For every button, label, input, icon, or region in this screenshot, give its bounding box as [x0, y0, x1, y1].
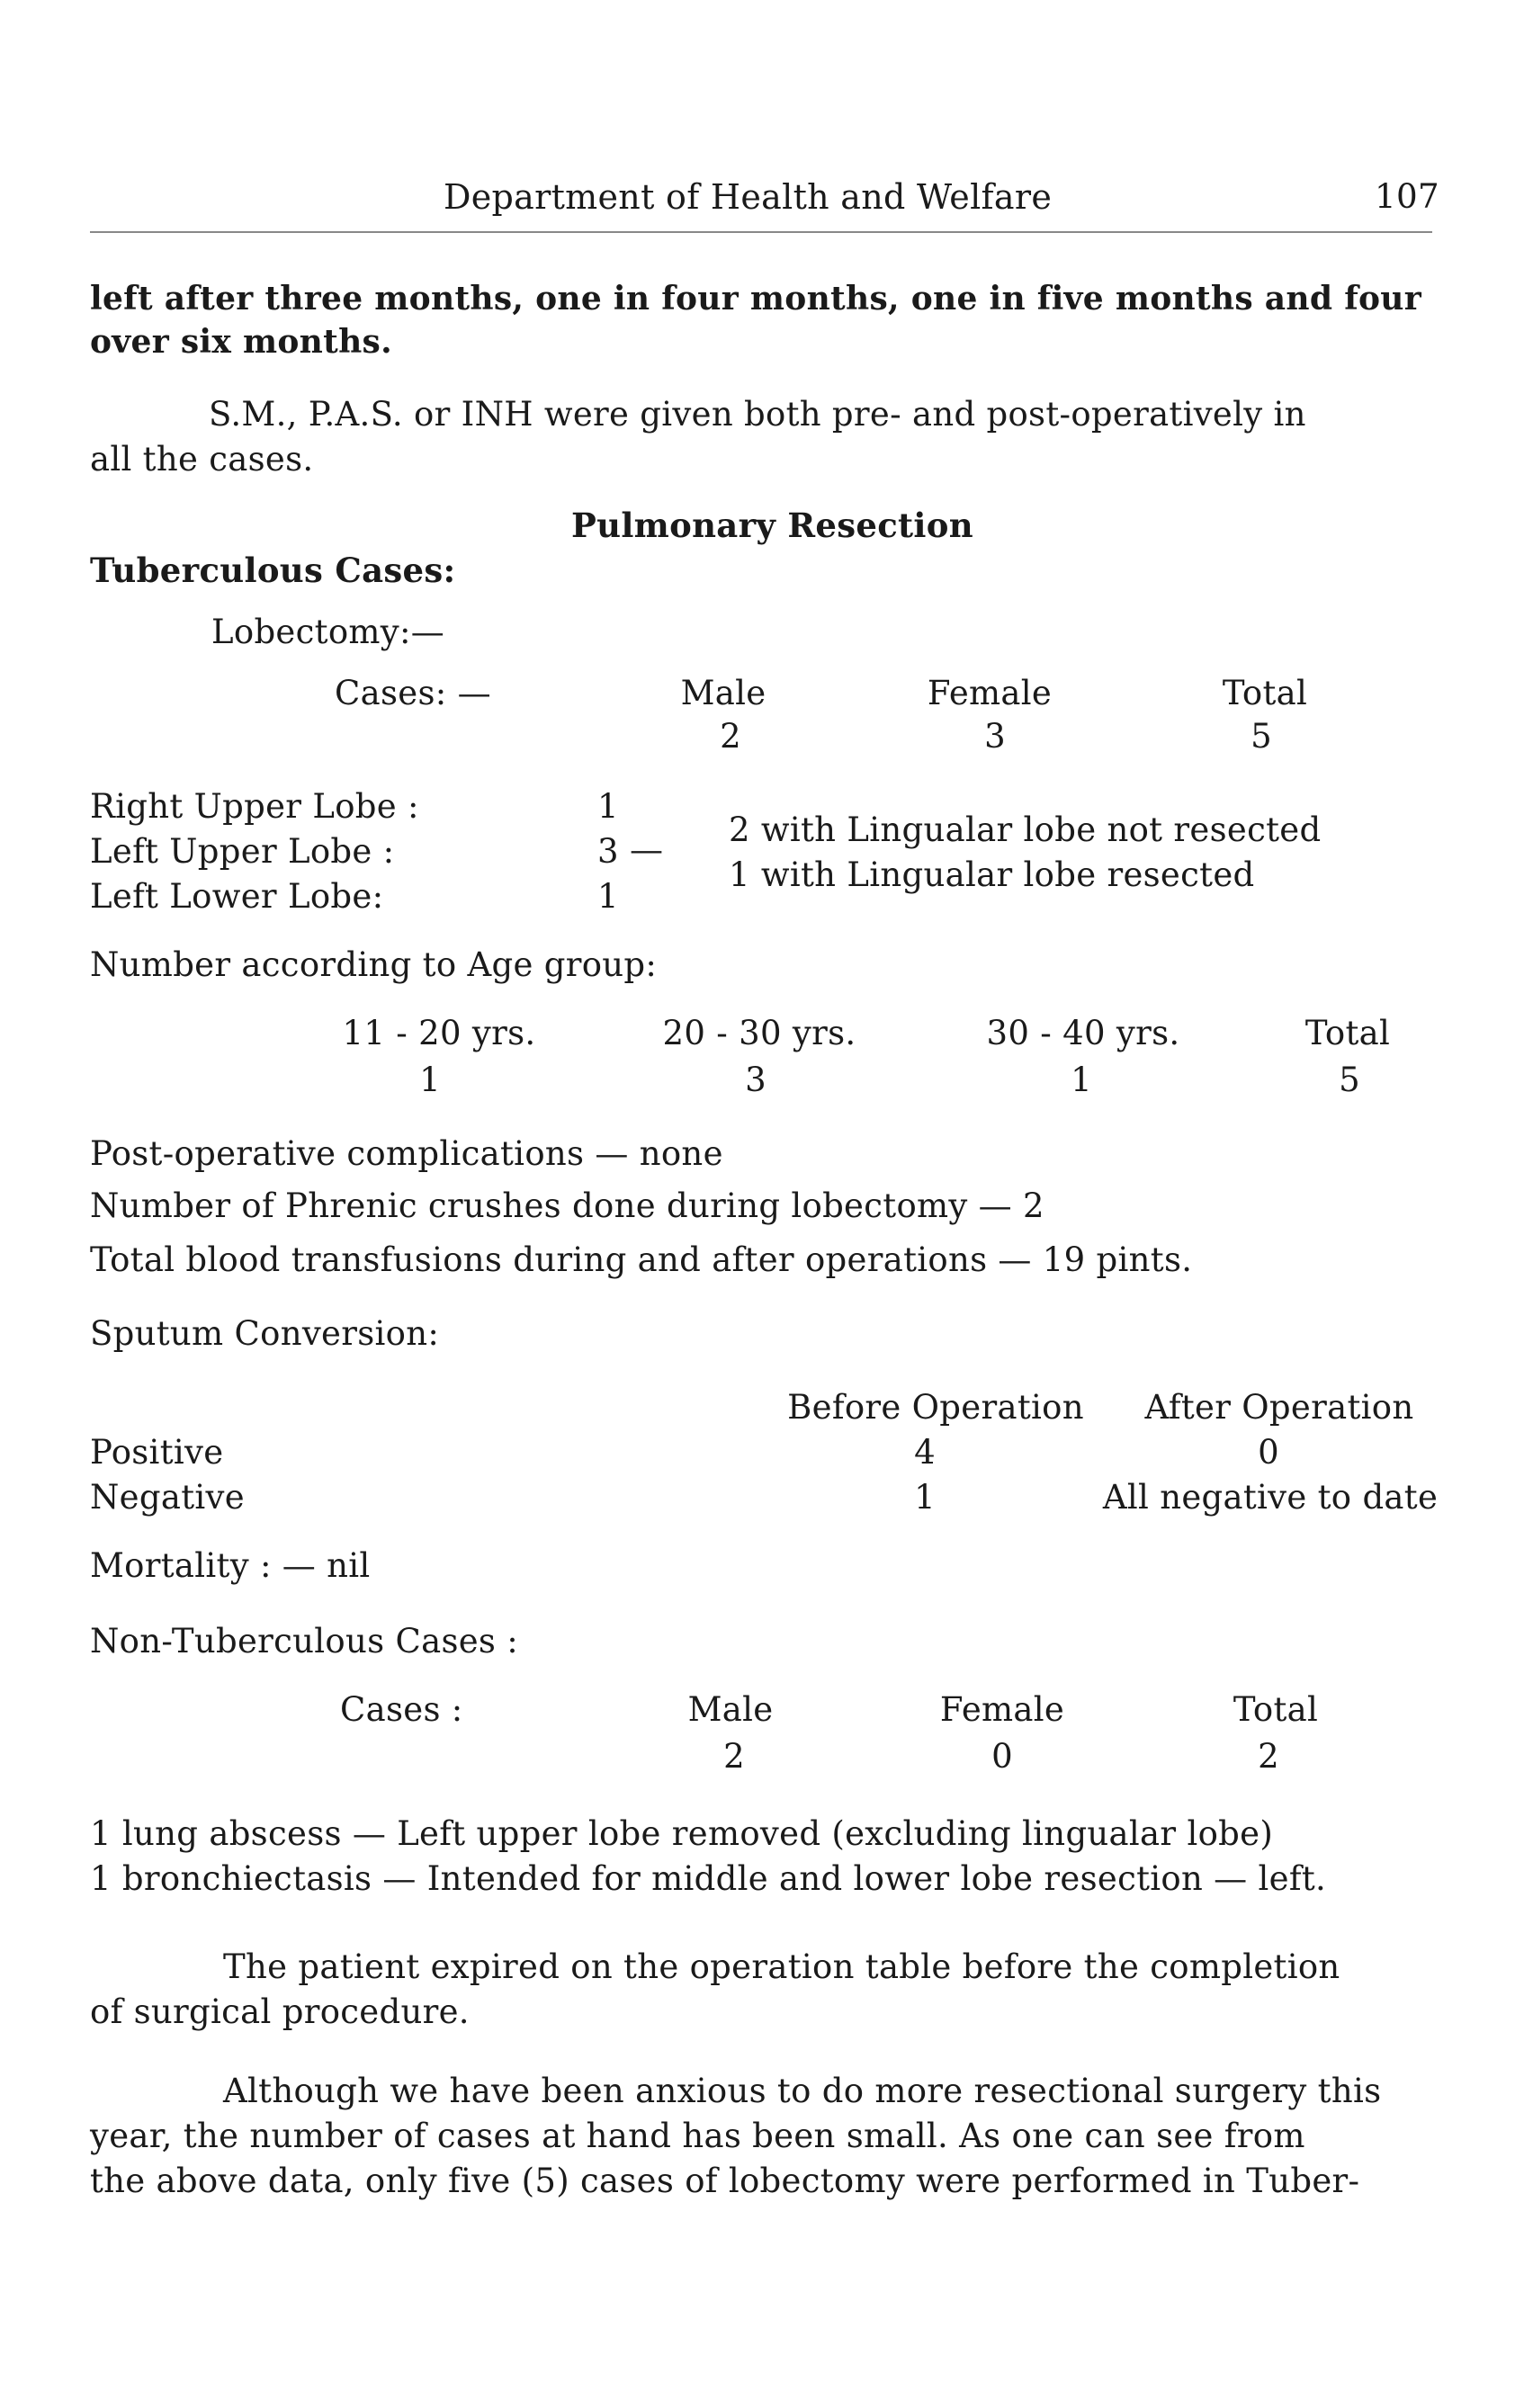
- intro-line-1: left after three months, one in four months, one in five months and four: [90, 280, 1422, 318]
- sputum-row-positive-label: Positive: [90, 1433, 224, 1472]
- lobe-count-right-upper: 1: [597, 787, 619, 826]
- age-val-20-30: 3: [745, 1061, 766, 1099]
- age-group-label: Number according to Age group:: [90, 945, 658, 984]
- nt-val-total: 2: [1258, 1737, 1279, 1776]
- nt-col-female: Female: [939, 1690, 1065, 1729]
- closing-p2-line-2: year, the number of cases at hand has been small. As one can see from: [90, 2117, 1305, 2155]
- sputum-row-negative-after: All negative to date: [1102, 1478, 1439, 1517]
- lobe-note-2: 1 with Lingualar lobe resected: [729, 855, 1255, 894]
- lobe-label-left-lower: Left Lower Lobe:: [90, 877, 384, 916]
- sputum-row-negative-before: 1: [914, 1478, 936, 1517]
- sputum-row-positive-before: 4: [914, 1433, 936, 1472]
- closing-p1-line-1: The patient expired on the operation table before the completion: [223, 1947, 1340, 1986]
- non-tuberculous-heading: Non-Tuberculous Cases :: [90, 1622, 519, 1661]
- intro-line-3: S.M., P.A.S. or INH were given both pre- and post-operatively in: [209, 395, 1306, 434]
- cases-label: Cases: —: [335, 674, 491, 712]
- phrenic-line: Number of Phrenic crushes done during lobectomy — 2: [90, 1186, 1044, 1225]
- section-title: Pulmonary Resection: [571, 506, 973, 545]
- val-female: 3: [984, 717, 1006, 756]
- page-number: 107: [1375, 176, 1439, 216]
- lobe-label-left-upper: Left Upper Lobe :: [90, 832, 395, 871]
- age-col-11-20: 11 - 20 yrs.: [342, 1014, 536, 1052]
- nt-col-male: Male: [687, 1690, 774, 1729]
- age-col-20-30: 20 - 30 yrs.: [662, 1014, 856, 1052]
- sputum-label: Sputum Conversion:: [90, 1314, 440, 1353]
- intro-line-2: over six months.: [90, 323, 392, 361]
- lobe-label-right-upper: Right Upper Lobe :: [90, 787, 419, 826]
- age-val-total: 5: [1339, 1061, 1360, 1099]
- nt-col-total: Total: [1233, 1690, 1319, 1729]
- lobe-note-1: 2 with Lingualar lobe not resected: [729, 810, 1322, 849]
- transfusions-line: Total blood transfusions during and after operations — 19 pints.: [90, 1240, 1193, 1279]
- sputum-col-before: Before Operation: [787, 1388, 1084, 1427]
- age-val-30-40: 1: [1071, 1061, 1092, 1099]
- intro-line-4: all the cases.: [90, 440, 314, 479]
- nt-line-2: 1 bronchiectasis — Intended for middle and lower lobe resection — left.: [90, 1859, 1327, 1898]
- nt-val-male: 2: [723, 1737, 745, 1776]
- col-total: Total: [1222, 674, 1308, 712]
- nt-cases-label: Cases :: [340, 1690, 463, 1729]
- sputum-row-positive-after: 0: [1258, 1433, 1279, 1472]
- tuberculous-heading: Tuberculous Cases:: [90, 551, 456, 590]
- lobectomy-label: Lobectomy:—: [211, 613, 445, 651]
- val-male: 2: [720, 717, 741, 756]
- complications-line: Post-operative complications — none: [90, 1134, 723, 1173]
- lobe-count-left-lower: 1: [597, 877, 619, 916]
- closing-p1-line-2: of surgical procedure.: [90, 1992, 470, 2031]
- mortality-line: Mortality : — nil: [90, 1546, 371, 1585]
- sputum-col-after: After Operation: [1144, 1388, 1414, 1427]
- closing-p2-line-3: the above data, only five (5) cases of lobectomy were performed in Tuber-: [90, 2162, 1360, 2200]
- lobe-note-dash: —: [630, 830, 664, 869]
- age-col-30-40: 30 - 40 yrs.: [986, 1014, 1180, 1052]
- val-total: 5: [1251, 717, 1272, 756]
- lobe-count-left-upper: 3: [597, 832, 619, 871]
- closing-p2-line-1: Although we have been anxious to do more resectional surgery this: [223, 2072, 1382, 2110]
- sputum-row-negative-label: Negative: [90, 1478, 245, 1517]
- running-header-title: Department of Health and Welfare: [444, 177, 1053, 217]
- header-rule: [90, 231, 1432, 233]
- nt-val-female: 0: [991, 1737, 1013, 1776]
- age-val-11-20: 1: [419, 1061, 441, 1099]
- col-male: Male: [680, 674, 766, 712]
- col-female: Female: [927, 674, 1053, 712]
- age-col-total: Total: [1304, 1014, 1391, 1052]
- nt-line-1: 1 lung abscess — Left upper lobe removed (excluding lingualar lobe): [90, 1814, 1274, 1853]
